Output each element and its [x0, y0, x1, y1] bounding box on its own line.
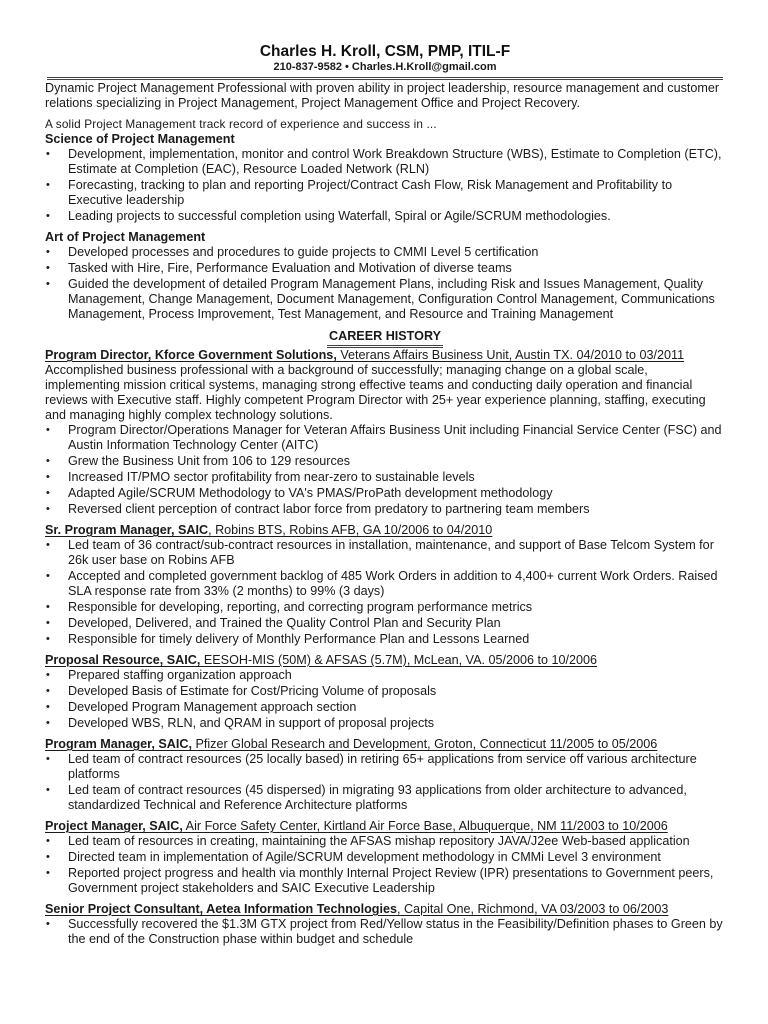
job-role: Program Director, Kforce Government Solutions,	[45, 348, 337, 362]
list-item-text: Grew the Business Unit from 106 to 129 resources	[68, 454, 351, 468]
list-item-text: Led team of contract resources (25 locally based) in retiring 65+ applications from service off various architecture platforms	[68, 752, 697, 781]
job-role: Proposal Resource, SAIC,	[45, 653, 201, 667]
bullet-icon: •	[46, 601, 50, 613]
bullet-icon: •	[46, 784, 50, 796]
list-item-text: Program Director/Operations Manager for Veteran Affairs Business Unit including Financial Service Center (FSC) and Austin Information Technology Center (AITC)	[68, 423, 722, 452]
list-item-text: Responsible for developing, reporting, and correcting program performance metrics	[68, 600, 533, 614]
job-role: Senior Project Consultant, Aetea Information Technologies	[45, 902, 397, 916]
job-details: , Capital One, Richmond, VA 03/2003 to 06/2003	[396, 902, 669, 916]
contact-info: 210-837-9582 • Charles.H.Kroll@gmail.com	[273, 61, 497, 73]
list-item	[45, 834, 725, 849]
list-item	[45, 783, 725, 813]
bullet-icon: •	[46, 148, 50, 160]
list-item	[45, 600, 725, 615]
job-saic-afsc-list	[45, 834, 725, 896]
list-item-text: Developed processes and procedures to guide projects to CMMI Level 5 certification	[68, 245, 539, 259]
list-item	[45, 684, 725, 699]
candidate-name: Charles H. Kroll, CSM, PMP, ITIL-F	[259, 43, 511, 60]
list-item-text: Led team of contract resources (45 dispersed) in migrating 93 applications from older architecture to advanced, standardized Technical and Reference Architecture platforms	[68, 783, 687, 812]
list-item-text: Responsible for timely delivery of Monthly Performance Plan and Lessons Learned	[68, 632, 530, 646]
bullet-icon: •	[46, 424, 50, 436]
bullet-icon: •	[46, 539, 50, 551]
list-item	[45, 716, 725, 731]
resume-page	[45, 42, 725, 948]
list-item	[45, 700, 725, 715]
bullet-icon: •	[46, 717, 50, 729]
list-item-text: Reversed client perception of contract labor force from predatory to partnering team members	[68, 502, 590, 516]
art-list	[45, 245, 725, 322]
list-item	[45, 866, 725, 896]
job-role: Sr. Program Manager, SAIC	[45, 523, 209, 537]
header-divider	[47, 77, 723, 80]
list-item-text: Leading projects to successful completion using Waterfall, Spiral or Agile/SCRUM methodologies.	[68, 209, 611, 223]
list-item	[45, 616, 725, 631]
list-item-text: Directed team in implementation of Agile/SCRUM development methodology in CMMi Level 3 environment	[68, 850, 661, 864]
list-item	[45, 209, 725, 224]
list-item	[45, 569, 725, 599]
job-details: Veterans Affairs Business Unit, Austin TX. 04/2010 to 03/2011	[336, 348, 685, 362]
list-item-text: Prepared staffing organization approach	[68, 668, 292, 682]
bullet-icon: •	[46, 701, 50, 713]
bullet-icon: •	[46, 867, 50, 879]
list-item	[45, 470, 725, 485]
bullet-icon: •	[46, 617, 50, 629]
list-item-text: Adapted Agile/SCRUM Methodology to VA's PMAS/ProPath development methodology	[68, 486, 553, 500]
list-item	[45, 178, 725, 208]
list-item	[45, 454, 725, 469]
bullet-icon: •	[46, 570, 50, 582]
list-item-text: Guided the development of detailed Program Management Plans, including Risk and Issues Management, Quality Management, Change Management, Document Management, Configuration Control Management, Communications Management, Process Improvement, Test Management, and Resource and Training Management	[68, 277, 715, 321]
bullet-icon: •	[46, 685, 50, 697]
job-title-saic-proposal	[45, 653, 725, 668]
list-item	[45, 917, 725, 947]
list-item-text: Led team of 36 contract/sub-contract resources in installation, maintenance, and support of Base Telcom System for 26k user base on Robins AFB	[68, 538, 714, 567]
list-item-text: Reported project progress and health via monthly Internal Project Review (IPR) presentations to Government peers, Government project stakeholders and SAIC Executive Leadership	[68, 866, 714, 895]
job-title-aetea	[45, 902, 725, 917]
job-kforce-list	[45, 423, 725, 517]
job-saic-proposal-list	[45, 668, 725, 731]
list-item-text: Forecasting, tracking to plan and reporting Project/Contract Cash Flow, Risk Management and Profitability to Executive leadership	[68, 178, 673, 207]
bullet-icon: •	[46, 503, 50, 515]
bullet-icon: •	[46, 455, 50, 467]
list-item	[45, 668, 725, 683]
list-item-text: Development, implementation, monitor and control Work Breakdown Structure (WBS), Estimate to Completion (ETC), Estimate at Completion (EAC), Resource Loaded Network (RLN)	[68, 147, 722, 176]
bullet-icon: •	[46, 633, 50, 645]
bullet-icon: •	[46, 179, 50, 191]
bullet-icon: •	[46, 669, 50, 681]
list-item	[45, 486, 725, 501]
bullet-icon: •	[46, 210, 50, 222]
list-item-text: Led team of resources in creating, maintaining the AFSAS mishap repository JAVA/J2ee Web-based application	[68, 834, 690, 848]
list-item	[45, 632, 725, 647]
job-details: , Robins BTS, Robins AFB, GA 10/2006 to 04/2010	[208, 523, 493, 537]
list-item-text: Developed, Delivered, and Trained the Quality Control Plan and Security Plan	[68, 616, 501, 630]
job-details: Pfizer Global Research and Development, Groton, Connecticut 11/2005 to 05/2006	[191, 737, 658, 751]
list-item	[45, 752, 725, 782]
list-item-text: Accepted and completed government backlog of 485 Work Orders in addition to 4,400+ current Work Orders. Raised SLA response rate from 33% (2 months) to 99% (3 days)	[68, 569, 718, 598]
job-role: Project Manager, SAIC,	[45, 819, 183, 833]
job-details: Air Force Safety Center, Kirtland Air Force Base, Albuquerque, NM 11/2003 to 10/2006	[182, 819, 668, 833]
career-history-heading: CAREER HISTORY	[329, 329, 441, 343]
job-description: Accomplished business professional with a background of successfully; managing change on a global scale, implementing mission critical systems, managing strong effective teams and conducting daily operation and financial reviews with Executive staff. Highly competent Program Director with 25+ year experience planning, staffing, executing and managing highly complex technology solutions.	[45, 363, 706, 422]
list-item	[45, 502, 725, 517]
professional-summary: Dynamic Project Management Professional with proven ability in project leadership, resource management and customer relations specializing in Project Management, Project Management Office and Project Recovery.	[45, 81, 720, 110]
list-item	[45, 277, 725, 322]
art-heading: Art of Project Management	[45, 230, 206, 244]
job-role: Program Manager, SAIC,	[45, 737, 192, 751]
job-saic-pfizer-list	[45, 752, 725, 813]
list-item-text: Developed WBS, RLN, and QRAM in support of proposal projects	[68, 716, 435, 730]
bullet-icon: •	[46, 262, 50, 274]
list-item-text: Tasked with Hire, Fire, Performance Evaluation and Motivation of diverse teams	[68, 261, 512, 275]
job-aetea-list	[45, 917, 725, 947]
job-saic-robins-list	[45, 538, 725, 647]
job-details: EESOH-MIS (50M) & AFSAS (5.7M), McLean, VA. 05/2006 to 10/2006	[200, 653, 598, 667]
list-item-text: Developed Program Management approach section	[68, 700, 357, 714]
science-heading: Science of Project Management	[45, 132, 235, 146]
list-item	[45, 261, 725, 276]
list-item-text: Successfully recovered the $1.3M GTX project from Red/Yellow status in the Feasibility/Definition phases to Green by the end of the Construction phase within budget and schedule	[68, 917, 723, 946]
job-title-saic-afsc	[45, 819, 725, 834]
job-title-kforce	[45, 348, 725, 363]
bullet-icon: •	[46, 487, 50, 499]
tagline: A solid Project Management track record of experience and success in ...	[45, 117, 437, 131]
list-item-text: Increased IT/PMO sector profitability from near-zero to sustainable levels	[68, 470, 475, 484]
list-item	[45, 423, 725, 453]
list-item	[45, 147, 725, 177]
bullet-icon: •	[46, 471, 50, 483]
list-item	[45, 245, 725, 260]
bullet-icon: •	[46, 851, 50, 863]
bullet-icon: •	[46, 753, 50, 765]
job-title-saic-robins	[45, 523, 725, 538]
science-list	[45, 147, 725, 224]
job-title-saic-pfizer	[45, 737, 725, 752]
list-item-text: Developed Basis of Estimate for Cost/Pricing Volume of proposals	[68, 684, 437, 698]
bullet-icon: •	[46, 835, 50, 847]
bullet-icon: •	[46, 918, 50, 930]
bullet-icon: •	[46, 246, 50, 258]
bullet-icon: •	[46, 278, 50, 290]
list-item	[45, 538, 725, 568]
list-item	[45, 850, 725, 865]
